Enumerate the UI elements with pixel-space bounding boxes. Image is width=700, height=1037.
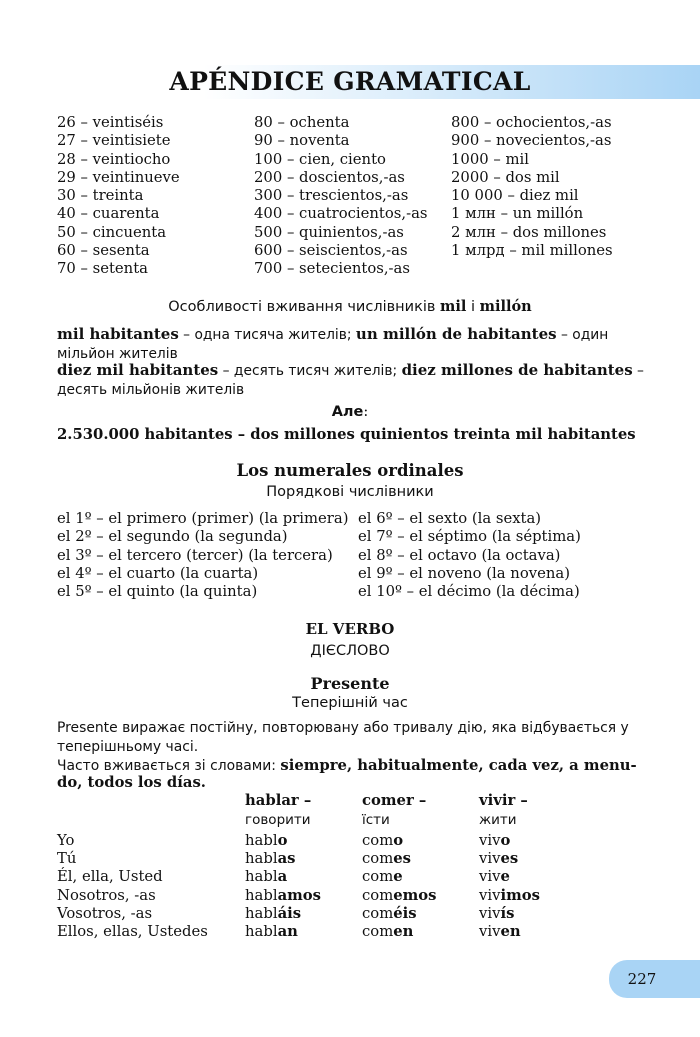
verb-stem: habl	[245, 868, 278, 886]
verb-stem: com	[362, 850, 394, 868]
verb-stem: viv	[479, 850, 501, 868]
verb-ending: es	[393, 850, 411, 868]
verb-ending: en	[500, 923, 521, 941]
mil-big-example: 2.530.000 habitantes – dos millones quinientos treinta mil habitantes	[57, 426, 636, 443]
example-term: un millón de habitantes	[355, 325, 557, 343]
vivir-forms-column	[479, 832, 540, 941]
verb-infinitive: hablar	[245, 792, 299, 809]
verb-stem: viv	[479, 868, 501, 886]
verb-translation: їсти	[362, 812, 390, 828]
numeral-item: 1000 – mil	[451, 150, 529, 168]
verb-form	[479, 832, 540, 850]
verb-header-hablar	[245, 792, 311, 810]
heading-text: Особливості вживання числівників	[168, 299, 441, 315]
hablar-forms-column	[245, 832, 321, 941]
verb-infinitive: vivir	[479, 792, 516, 809]
verb-ending: o	[277, 832, 288, 849]
numeral-item: 700 – setecientos,-as	[254, 260, 410, 278]
verb-form	[362, 868, 437, 886]
numeral-item: 90 – noventa	[254, 132, 350, 150]
numerals-column-1	[57, 114, 180, 279]
pronoun: Tú	[57, 850, 77, 868]
numerals-column-3	[451, 114, 613, 260]
numeral-item: 1 млрд – mil millones	[451, 242, 613, 260]
verb-stem: com	[362, 904, 394, 922]
heading-term: millón	[479, 298, 532, 315]
numeral-item: 26 – veintiséis	[57, 114, 164, 131]
example-term: mil habitantes	[57, 325, 179, 343]
verb-stem: com	[362, 832, 394, 849]
verb-form	[362, 887, 437, 905]
numeral-item: 29 – veintinueve	[57, 168, 180, 186]
ordinals-title: Los numerales ordinales	[236, 461, 464, 480]
verb-dash: –	[413, 792, 427, 809]
verb-ending: imos	[500, 886, 540, 904]
numeral-item: 600 – seiscientos,-as	[254, 242, 408, 260]
comer-forms-column	[362, 832, 437, 941]
verb-form	[245, 905, 321, 923]
verb-stem: viv	[479, 886, 501, 904]
numeral-item: 50 – cincuenta	[57, 223, 167, 241]
tense-subtitle: Теперішній час	[292, 695, 408, 711]
verb-ending: amos	[277, 886, 322, 904]
tense-description-line-2: теперішньому часі.	[57, 739, 199, 755]
verb-stem: habl	[245, 923, 278, 941]
example-term: diez millones de habitantes	[401, 361, 633, 379]
heading-text: і	[466, 299, 480, 315]
numeral-item: 80 – ochenta	[254, 114, 350, 131]
page-number: 227	[627, 970, 657, 988]
verb-ending: ís	[500, 904, 515, 922]
but-word: Але	[331, 404, 364, 420]
verb-form	[245, 832, 321, 850]
but-label	[0, 403, 700, 421]
verb-form	[245, 850, 321, 868]
verb-form	[362, 850, 437, 868]
translation-text: – одна тисяча жителів;	[178, 327, 356, 343]
numerals-column-2	[254, 114, 428, 279]
verb-dash: –	[298, 792, 312, 809]
tense-title: Presente	[310, 674, 390, 693]
verb-title: EL VERBO	[305, 620, 395, 638]
pronoun: Él, ella, Usted	[57, 868, 163, 886]
verb-form	[479, 850, 540, 868]
tense-description-line-1: Presente виражає постійну, повторювану або тривалу дію, яка відбувається у	[57, 720, 629, 736]
ordinal-item: el 5º – el quinto (la quinta)	[57, 583, 258, 601]
ordinals-right-column	[358, 510, 581, 601]
page-title: APÉNDICE GRAMATICAL	[169, 67, 531, 96]
numeral-item: 28 – veintiocho	[57, 150, 171, 168]
verb-ending: emos	[393, 886, 437, 904]
usage-line-1	[57, 756, 645, 775]
pronoun-column	[57, 832, 208, 941]
example-term: diez mil habitantes	[57, 361, 219, 379]
verb-ending: áis	[277, 904, 302, 922]
usage-line-2: do, todos los días.	[57, 774, 206, 791]
verb-ending: a	[277, 868, 288, 886]
ordinal-item: el 3º – el tercero (tercer) (la tercera)	[57, 546, 333, 564]
verb-header-vivir	[479, 792, 528, 810]
verb-infinitive: comer	[362, 792, 414, 809]
verb-subtitle: ДІЄСЛОВО	[310, 643, 390, 659]
mil-example-paragraph-1	[57, 325, 645, 363]
verb-ending: an	[277, 923, 298, 941]
verb-stem: viv	[479, 832, 501, 849]
verb-form	[362, 832, 437, 850]
verb-translation: говорити	[245, 812, 311, 828]
ordinals-left-column	[57, 510, 348, 601]
verb-header-comer	[362, 792, 426, 810]
heading-term: mil	[440, 298, 467, 315]
mil-example-paragraph-2	[57, 361, 645, 399]
verb-form	[479, 887, 540, 905]
numeral-item: 2000 – dos mil	[451, 168, 560, 186]
ordinals-subtitle: Порядкові числівники	[266, 484, 434, 500]
verb-form	[479, 868, 540, 886]
mil-section-heading	[0, 297, 700, 317]
verb-stem: viv	[479, 904, 501, 922]
numeral-item: 2 млн – dos millones	[451, 223, 607, 241]
ordinal-item: el 1º – el primero (primer) (la primera)	[57, 510, 349, 527]
verb-ending: o	[500, 832, 511, 849]
pronoun: Vosotros, -as	[57, 904, 153, 922]
numeral-item: 1 млн – un millón	[451, 205, 584, 223]
translation-text: – десять тисяч жителів;	[218, 363, 402, 379]
verb-form	[479, 905, 540, 923]
verb-ending: es	[500, 850, 519, 868]
translation-text: – десять мільйонів жителів	[57, 363, 644, 398]
verb-form	[245, 923, 321, 941]
verb-form	[245, 868, 321, 886]
verb-ending: en	[393, 923, 414, 941]
verb-dash: –	[515, 792, 528, 809]
numeral-item: 500 – quinientos,-as	[254, 223, 404, 241]
verb-stem: com	[362, 923, 394, 941]
numeral-item: 300 – trescientos,-as	[254, 187, 409, 205]
verb-stem: viv	[479, 923, 501, 941]
pronoun: Ellos, ellas, Ustedes	[57, 923, 208, 941]
verb-stem: com	[362, 868, 394, 886]
numeral-item: 60 – sesenta	[57, 242, 150, 260]
verb-ending: e	[500, 868, 510, 886]
verb-stem: habl	[245, 850, 278, 868]
ordinal-item: el 4º – el cuarto (la cuarta)	[57, 564, 259, 582]
translation-text: – один мільйон жителів	[57, 327, 609, 362]
pronoun: Yo	[57, 832, 75, 849]
verb-stem: habl	[245, 832, 278, 849]
numeral-item: 800 – ochocientos,-as	[451, 114, 612, 131]
numeral-item: 27 – veintisiete	[57, 132, 171, 150]
numeral-item: 900 – novecientos,-as	[451, 132, 612, 150]
verb-ending: as	[277, 850, 296, 868]
verb-stem: habl	[245, 904, 278, 922]
verb-form	[479, 923, 540, 941]
usage-words: siempre, habitualmente, cada vez, a menu-	[280, 757, 637, 774]
numeral-item: 200 – doscientos,-as	[254, 168, 405, 186]
verb-ending: o	[393, 832, 404, 849]
usage-text: Часто вживається зі словами:	[57, 758, 281, 774]
verb-form	[362, 923, 437, 941]
numeral-item: 400 – cuatrocientos,-as	[254, 205, 428, 223]
ordinal-item: el 6º – el sexto (la sexta)	[358, 510, 542, 527]
ordinal-item: el 2º – el segundo (la segunda)	[57, 528, 288, 546]
numeral-item: 100 – cien, ciento	[254, 150, 386, 168]
verb-form	[362, 905, 437, 923]
pronoun: Nosotros, -as	[57, 886, 156, 904]
ordinal-item: el 8º – el octavo (la octava)	[358, 546, 561, 564]
ordinal-item: el 10º – el décimo (la décima)	[358, 583, 580, 601]
verb-translation: жити	[479, 812, 517, 828]
ordinal-item: el 7º – el séptimo (la séptima)	[358, 528, 581, 546]
numeral-item: 30 – treinta	[57, 187, 144, 205]
verb-ending: éis	[393, 904, 417, 922]
verb-stem: habl	[245, 886, 278, 904]
ordinal-item: el 9º – el noveno (la novena)	[358, 564, 570, 582]
verb-stem: com	[362, 886, 394, 904]
but-colon: :	[363, 404, 369, 420]
numeral-item: 70 – setenta	[57, 260, 148, 278]
numeral-item: 10 000 – diez mil	[451, 187, 579, 205]
verb-ending: e	[393, 868, 403, 886]
verb-form	[245, 887, 321, 905]
numeral-item: 40 – cuarenta	[57, 205, 160, 223]
